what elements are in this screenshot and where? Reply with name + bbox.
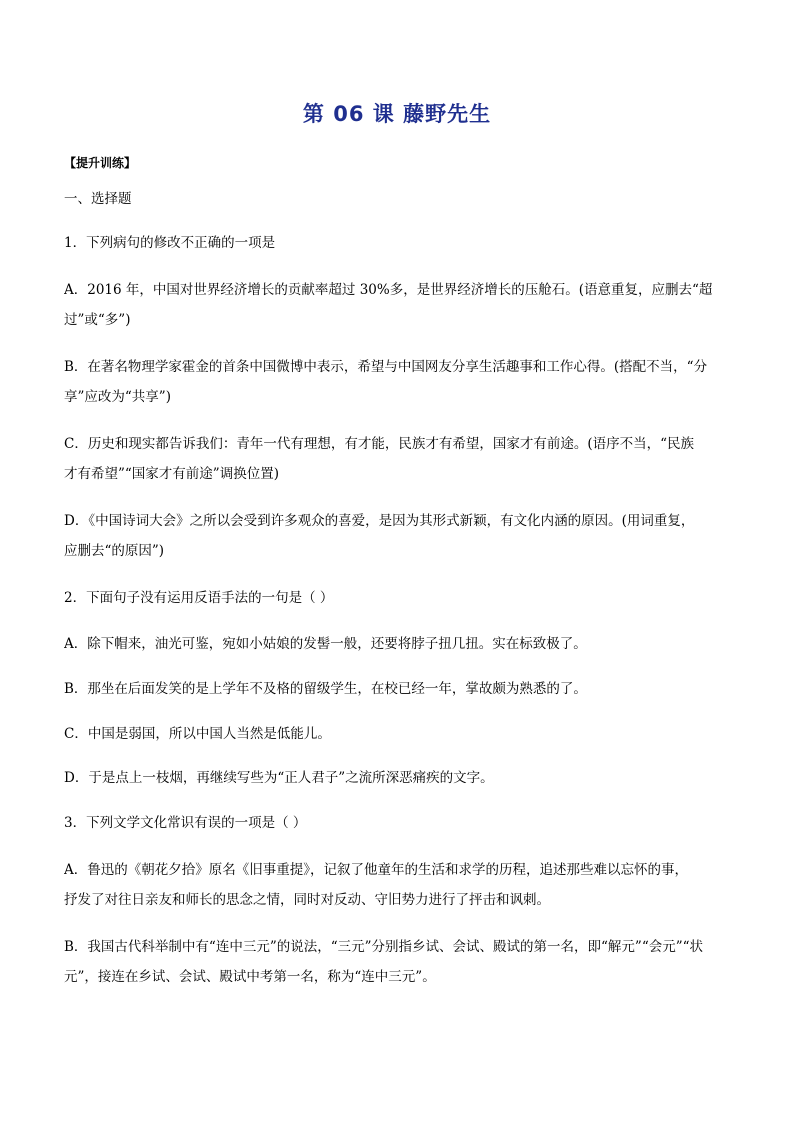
option-line: C．中国是弱国，所以中国人当然是低能儿。 [64, 726, 331, 742]
section-label: 【提升训练】 [64, 156, 137, 170]
option-line: 过”或“多”) [64, 312, 131, 328]
part-heading: 一、选择题 [64, 191, 132, 207]
option-line: B．在著名物理学家霍金的首条中国微博中表示，希望与中国网友分享生活趣事和工作心得。(搭配不当，“分 [64, 359, 708, 375]
page-title: 第 06 课 藤野先生 [302, 102, 492, 126]
option-line: 应删去“的原因”) [64, 543, 165, 559]
question-stem: 2．下面句子没有运用反语手法的一句是（ ） [64, 590, 334, 606]
option-line: A．鲁迅的《朝花夕拾》原名《旧事重提》，记叙了他童年的生活和求学的历程，追述那些难以忘怀的事， [64, 862, 688, 878]
option-line: C．历史和现实都告诉我们：青年一代有理想，有才能，民族才有希望，国家才有前途。(语序不当，“民族 [64, 436, 694, 452]
option-line: 享”应改为“共享”) [64, 389, 171, 405]
option-line: A．除下帽来，油光可鉴，宛如小姑娘的发髻一般，还要将脖子扭几扭。实在标致极了。 [64, 636, 587, 652]
question-stem: 1．下列病句的修改不正确的一项是 [64, 235, 276, 251]
option-line: 元”，接连在乡试、会试、殿试中考第一名，称为“连中三元”。 [64, 969, 436, 985]
option-line: D．于是点上一枝烟，再继续写些为“正人君子”之流所深恶痛疾的文字。 [64, 770, 494, 786]
option-line: D．《中国诗词大会》之所以会受到许多观众的喜爱，是因为其形式新颖，有文化内涵的原因。(用词重复， [64, 513, 695, 529]
option-line: 才有希望”“国家才有前途”调换位置) [64, 466, 279, 482]
option-line: 抒发了对往日亲友和师长的思念之情，同时对反动、守旧势力进行了抨击和讽刺。 [64, 892, 550, 908]
option-line: A．2016 年，中国对世界经济增长的贡献率超过 30%多，是世界经济增长的压舱石。(语意重复，应删去“超 [64, 282, 713, 298]
question-stem: 3．下列文学文化常识有误的一项是（ ） [64, 815, 307, 831]
option-line: B．我国古代科举制中有“连中三元”的说法，“三元”分别指乡试、会试、殿试的第一名，即“解元”“会元”“状 [64, 939, 704, 955]
option-line: B．那坐在后面发笑的是上学年不及格的留级学生，在校已经一年，掌故颇为熟悉的了。 [64, 681, 587, 697]
